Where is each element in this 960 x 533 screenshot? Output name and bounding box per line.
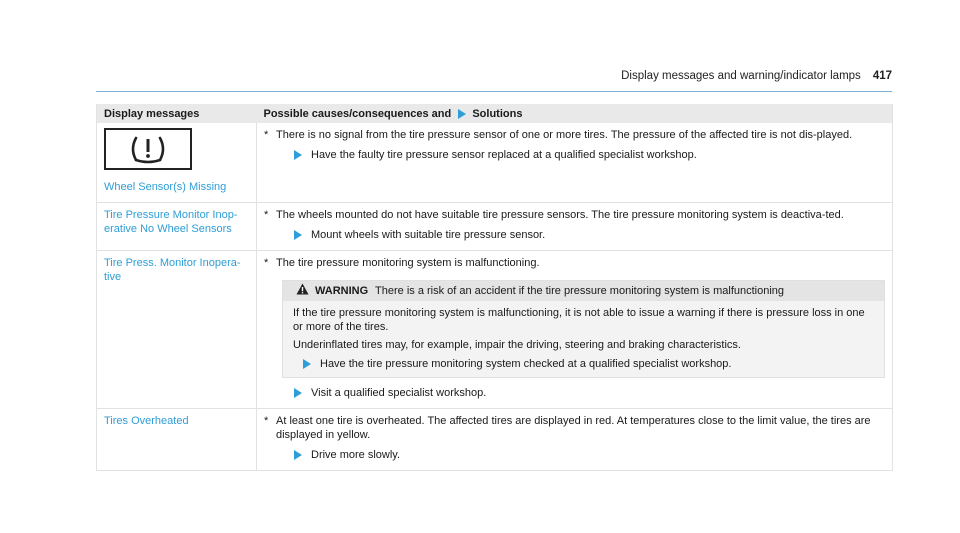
action [294,448,885,462]
action-arrow-icon [294,450,302,460]
cause-text: At least one tire is overheated. The affected tires are displayed in red. At temperatures close to the limit value, the tires are displayed in yellow. [276,415,871,441]
cause [264,256,885,270]
table-row [97,409,893,471]
action [294,148,885,162]
page-number: 417 [872,70,892,82]
action-arrow-icon [458,109,466,119]
message-name: Tire Press. Monitor Inopera-tive [104,257,241,283]
warning-box [282,280,885,378]
action-arrow-icon [303,359,311,369]
table-row [97,203,893,251]
action [294,228,885,242]
asterisk: * [264,257,269,269]
col-header-causes-text: Possible causes/consequences and [263,107,452,120]
cause-text: There is no signal from the tire pressure sensor of one or more tires. The pressure of the affected tire is not dis-played. [276,129,853,141]
page-header [96,70,892,82]
asterisk: * [264,415,269,427]
cause-text: The wheels mounted do not have suitable tire pressure sensors. The tire pressure monitoring system is deactiva-ted. [276,209,844,221]
action-arrow-icon [294,230,302,240]
warning-triangle-icon [296,283,309,295]
section-title: Display messages and warning/indicator lamps [621,70,861,82]
asterisk: * [264,209,269,221]
warning-label: WARNING [315,285,369,297]
action-arrow-icon [294,388,302,398]
asterisk: * [264,129,269,141]
table-row [97,123,893,203]
display-messages-table [96,104,893,471]
cause-text: The tire pressure monitoring system is malfunctioning. [276,257,540,269]
col-header-causes [257,104,893,123]
cause-cell [257,203,893,251]
cause-cell [257,123,893,203]
warning-paragraph: If the tire pressure monitoring system is malfunctioning, it is not able to issue a warning if there is pressure loss in one or more of the tires. [293,307,865,333]
warning-header [283,281,884,301]
warning-title: There is a risk of an accident if the tire pressure monitoring system is malfunctioning [375,285,785,297]
table-header-row [97,104,893,123]
action [303,357,874,371]
action-text: Drive more slowly. [311,449,401,461]
cause [264,128,885,142]
message-name: Tires Overheated [104,415,189,427]
cause [264,414,885,442]
col-header-solutions: Solutions [472,107,523,120]
message-name: Tire Pressure Monitor Inop-erative No Wheel Sensors [104,209,238,235]
action-text: Visit a qualified specialist workshop. [311,387,487,399]
action-text: Mount wheels with suitable tire pressure sensor. [311,229,546,241]
cause [264,208,885,222]
action [294,386,885,400]
col-header-messages: Display messages [97,104,257,123]
cause-cell [257,409,893,471]
warning-paragraph: Underinflated tires may, for example, impair the driving, steering and braking characteristics. [293,339,741,351]
action-text: Have the tire pressure monitoring system checked at a qualified specialist workshop. [320,358,732,370]
cause-cell [257,251,893,409]
header-rule [96,91,892,92]
message-cell [97,203,257,251]
message-name: Wheel Sensor(s) Missing [104,181,227,193]
action-arrow-icon [294,150,302,160]
message-cell [97,409,257,471]
tire-pressure-warning-icon [104,128,192,170]
message-cell [97,123,257,203]
table-row [97,251,893,409]
message-cell [97,251,257,409]
action-text: Have the faulty tire pressure sensor replaced at a qualified specialist workshop. [311,149,697,161]
